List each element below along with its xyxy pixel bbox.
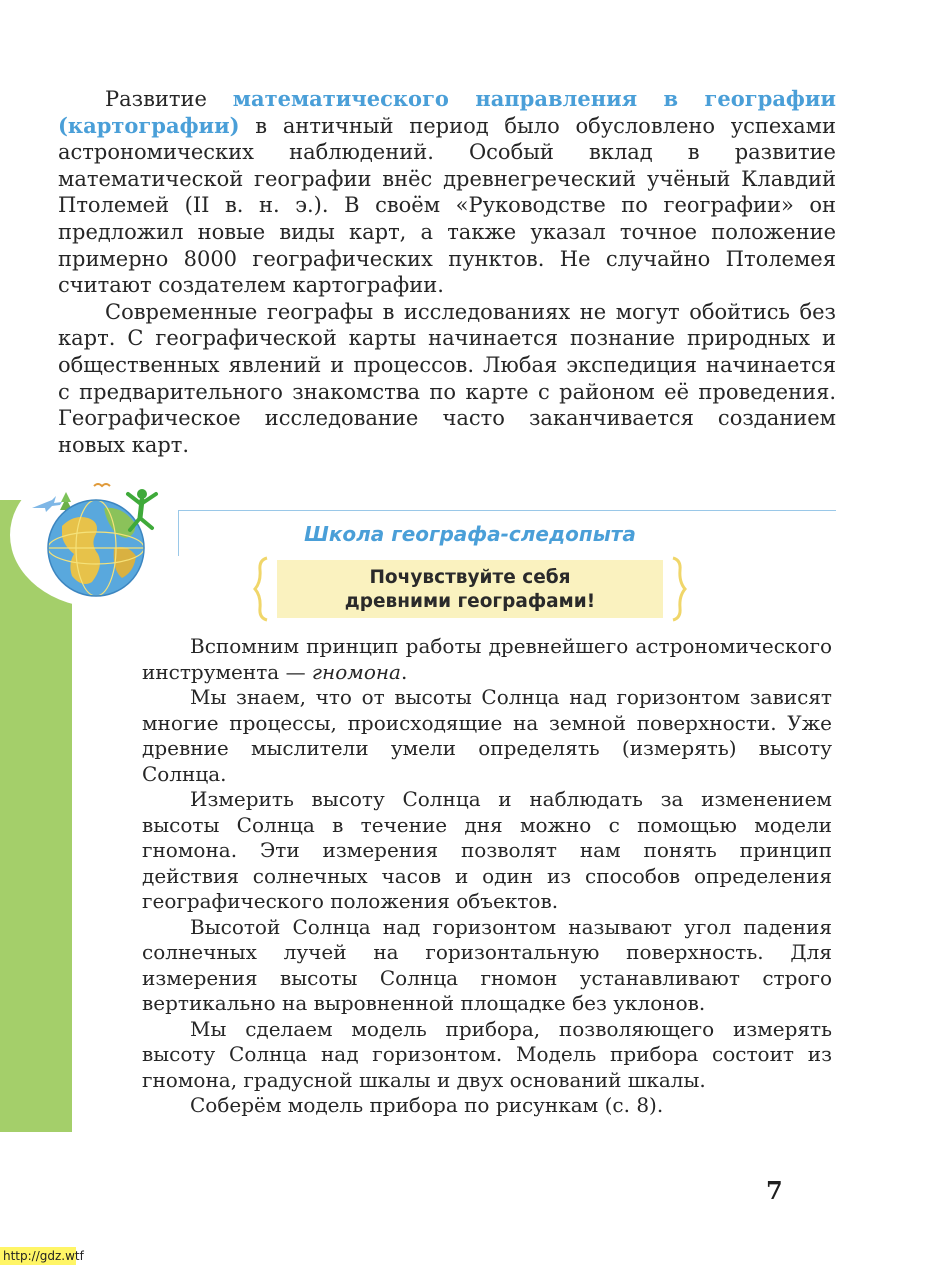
banner-line-1: Почувствуйте себя [369, 567, 571, 588]
page-number: 7 [766, 1176, 783, 1205]
body-paragraph-5: Мы сделаем модель прибора, позволяющего измерять высоту Солнца над горизонтом. Модель прибора состоит из гномона, градусной шкалы и двух оснований шкалы. [142, 1016, 832, 1092]
globe-icon [48, 500, 144, 596]
body-paragraph-4: Высотой Солнца над горизонтом называют угол падения солнечных лучей на горизонтальную поверхность. Для измерения высоты Солнца гномон устанавливают строго вертикально на выровненной площадке без уклонов. [142, 914, 832, 1015]
intro-paragraph-1: Развитие математического направления в географии (картографии) в античный период было обусловлено успехами астрономических наблюдений. Особый вклад в развитие математической географии внёс древнегреческий учёный Клавдий Птолемей (II в. н. э.). В своём «Руководстве по географии» он предложил новые виды карт, а также указал точное положение примерно 8000 географических пунктов. Не случайно Птолемея считают создателем картографии. [58, 86, 837, 298]
left-brace-icon [251, 556, 273, 622]
highlighted-term: математического направления в географии (картографии) [58, 86, 837, 138]
source-url[interactable]: http://gdz.wtf [0, 1247, 76, 1265]
section-divider-corner [178, 510, 179, 556]
right-brace-icon [667, 556, 689, 622]
gnomon-term: гномона [311, 659, 401, 684]
body-paragraph-6: Соберём модель прибора по рисункам (с. 8). [190, 1093, 664, 1117]
activity-banner [277, 560, 663, 618]
section-title: Школа географа-следопыта [304, 522, 636, 546]
section-emblem [30, 478, 180, 600]
activity-text [142, 634, 832, 1119]
intro-paragraph-2: Современные географы в исследованиях не могут обойтись без карт. С географической карты начинается познание природных и общественных явлений и процессов. Любая экспедиция начинается с предварительного знакомства по карте с районом её проведения. Географическое исследование часто заканчивается созданием новых карт. [58, 299, 836, 457]
body-paragraph-1: Вспомним принцип работы древнейшего астрономического инструмента — гномона. [142, 634, 832, 684]
bird-icon [94, 484, 110, 486]
intro-text [58, 86, 836, 458]
body-paragraph-2: Мы знаем, что от высоты Солнца над горизонтом зависят многие процессы, происходящие на земной поверхности. Уже древние мыслители умели определять (измерять) высоту Солнца. [142, 685, 832, 786]
banner-line-2: древними географами! [344, 591, 596, 612]
section-divider [178, 510, 836, 511]
airplane-icon [32, 496, 62, 512]
body-paragraph-3: Измерить высоту Солнца и наблюдать за изменением высоты Солнца в течение дня можно с помощью модели гномона. Эти измерения позволят нам понять принцип действия солнечных часов и один из способов определения географического положения объектов. [142, 787, 832, 913]
